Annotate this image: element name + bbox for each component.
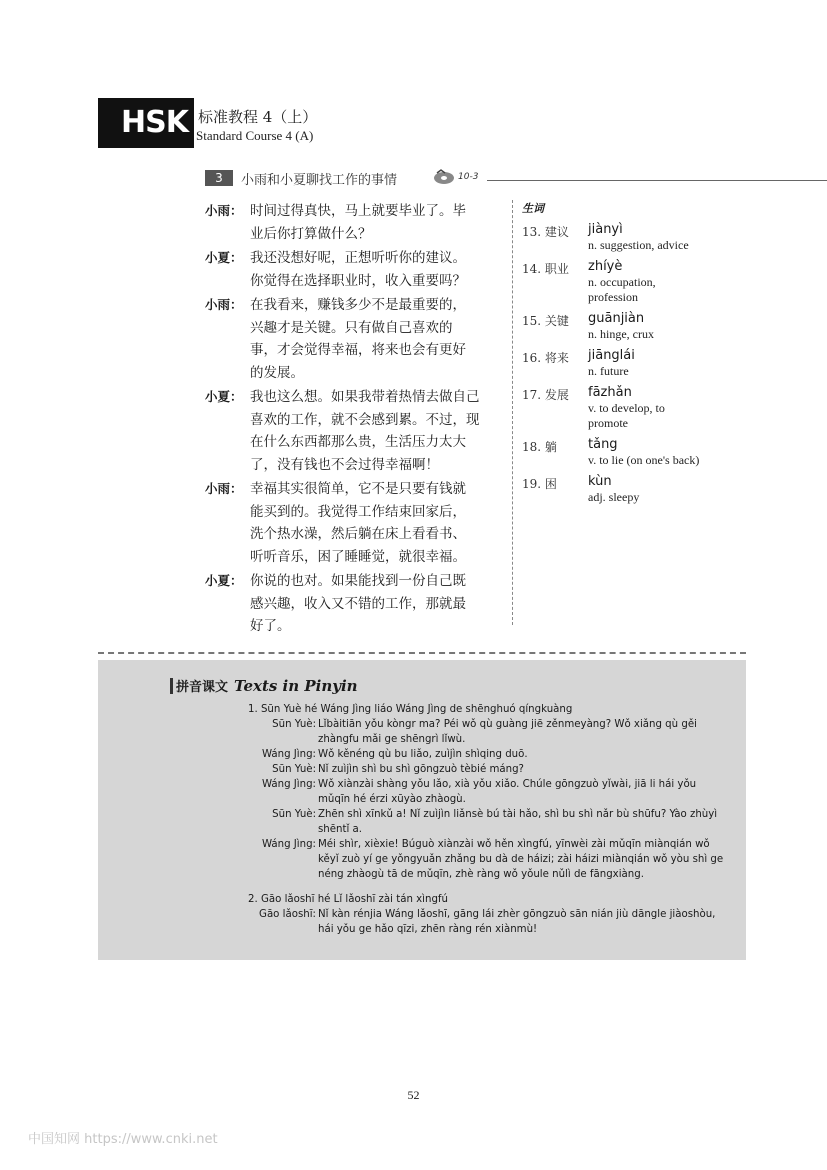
- vocab-definition: profession: [588, 290, 638, 304]
- pinyin-text: kěyǐ zuò yí ge yǒngyuǎn zhǎng bu dà de háizi; zài háizi miànqián wǒ yòu shì ge: [318, 854, 724, 865]
- pinyin-text: néng zhàogù tā de mǔqīn, zhè ràng wǒ yǒule nǔlì de fāngxiàng.: [318, 869, 644, 880]
- dialogue-line: 幸福其实很简单，它不是只要有钱就: [250, 481, 466, 497]
- section-separator: [98, 652, 746, 654]
- dialogue-line: 时间过得真快，马上就要毕业了。毕: [250, 203, 466, 219]
- vocab-list: [522, 200, 742, 511]
- dialogue-line: 洗个热水澡，然后躺在床上看看书、: [250, 526, 466, 542]
- vocab-pinyin: kùn: [588, 474, 612, 489]
- page-number: 52: [407, 1088, 420, 1102]
- dialogue-line: 在我看来，赚钱多少不是最重要的，: [250, 297, 466, 313]
- dialogue-line: 的发展。: [250, 364, 304, 381]
- dialogue-line: 你觉得在选择职业时，收入重要吗？: [250, 272, 466, 289]
- pinyin-line: [248, 907, 743, 922]
- pinyin-speaker: Wáng Jìng:: [261, 749, 316, 760]
- pinyin-speaker: Sūn Yuè:: [272, 764, 316, 775]
- pinyin-line: [248, 777, 743, 792]
- pinyin-text: zhàngfu mǎi ge shēngrì lǐwù.: [318, 734, 466, 745]
- dialogue-line: 兴趣才是关键。只有做自己喜欢的: [250, 319, 453, 336]
- pinyin-text: Wǒ xiànzài shàng yǒu lǎo, xià yǒu xiǎo. Chúle gōngzuò yǐwài, jiā li hái yǒu: [318, 779, 697, 790]
- dialogue-line: 我还没想好呢，正想听听你的建议。: [250, 250, 466, 266]
- vocab-pinyin: jiānglái: [588, 348, 635, 363]
- hsk-logo: HSK: [98, 98, 194, 148]
- pinyin-text: Nǐ kàn rénjia Wáng lǎoshī, gāng lái zhèr gōngzuò sān nián jiù dāngle jiàoshòu,: [318, 909, 716, 920]
- pinyin-line: [248, 867, 743, 882]
- section-bar: [205, 168, 715, 188]
- vocab-heading: 生词: [522, 202, 544, 215]
- dialogue-line: 感兴趣，收入又不错的工作，那就最: [250, 595, 466, 612]
- spacer: [248, 882, 743, 892]
- dialogue-line: 业后你打算做什么？: [250, 225, 372, 242]
- pinyin-body: [248, 702, 743, 937]
- vocab-item: [522, 311, 742, 342]
- speaker-label: 小夏：: [205, 389, 243, 404]
- vocab-pinyin: guānjiàn: [588, 311, 645, 326]
- dialogue-line: 能买到的。我觉得工作结束回家后，: [250, 503, 466, 520]
- pinyin-text: Méi shìr, xièxie! Búguò xiànzài wǒ hěn xìngfú, yīnwèi zài mǔqīn miànqián wǒ: [318, 839, 710, 850]
- vocab-definition: n. occupation,: [588, 275, 656, 289]
- pinyin-heading: [176, 676, 358, 695]
- pinyin-line: [248, 747, 743, 762]
- vocab-definition: v. to lie (on one's back): [588, 453, 700, 467]
- vocab-pinyin: jiànyì: [588, 222, 623, 237]
- dialogue-turn: [205, 478, 505, 568]
- section-number: 3: [205, 170, 233, 186]
- vocab-item: [522, 222, 742, 253]
- vocab-item: [522, 348, 742, 379]
- dialogue-text: [205, 200, 505, 640]
- speaker-label: 小夏：: [205, 573, 243, 588]
- pinyin-heading-en: Texts in Pinyin: [234, 677, 358, 695]
- vocab-definition: n. hinge, crux: [588, 327, 654, 341]
- book-header: [98, 98, 478, 148]
- dialogue-turn: [205, 294, 505, 384]
- vocab-word: 18. 躺: [522, 440, 557, 454]
- pinyin-text: Lǐbàitiān yǒu kòngr ma? Péi wǒ qù guàng jiē zěnmeyàng? Wǒ xiǎng qù gěi: [318, 719, 697, 730]
- pinyin-dialog-title: 1. Sūn Yuè hé Wáng Jìng liáo Wáng Jìng de shēnghuó qíngkuàng: [248, 704, 573, 715]
- pinyin-line: [248, 922, 743, 937]
- pinyin-speaker: Wáng Jìng:: [261, 779, 316, 790]
- vocab-pinyin: tǎng: [588, 437, 618, 452]
- speaker-label: 小雨：: [205, 297, 243, 312]
- pinyin-speaker: Gāo lǎoshī:: [259, 909, 316, 920]
- vocab-item: [522, 437, 742, 468]
- pinyin-text: shēntǐ a.: [318, 824, 363, 835]
- pinyin-text: Wǒ kěnéng qù bu liǎo, zuìjìn shìqing duō.: [318, 749, 528, 760]
- column-divider: [512, 200, 513, 625]
- pinyin-line: [248, 762, 743, 777]
- vocab-word: 15. 关键: [522, 314, 569, 328]
- section-title: 小雨和小夏聊找工作的事情: [241, 173, 398, 188]
- vocab-pinyin: zhíyè: [588, 259, 623, 274]
- pinyin-line: [248, 732, 743, 747]
- heading-bar: [170, 678, 173, 694]
- pinyin-text: Zhēn shì xīnkǔ a! Nǐ zuìjìn liǎnsè bú tài hǎo, shì bu shì nǎr bù shūfu? Yào zhùyì: [318, 809, 718, 820]
- dialogue-line: 好了。: [250, 618, 291, 634]
- dialogue-line: 我也这么想。如果我带着热情去做自己: [250, 389, 480, 405]
- audio-cd-icon[interactable]: [433, 169, 455, 185]
- dialogue-turn: [205, 386, 505, 476]
- dialogue-line: 喜欢的工作，就不会感到累。不过，现: [250, 411, 480, 428]
- vocab-definition: n. suggestion, advice: [588, 238, 689, 252]
- pinyin-text: hái yǒu ge hǎo qīzi, zhēn ràng rén xiànmù!: [318, 924, 538, 935]
- audio-track-number: 10-3: [458, 172, 479, 182]
- speaker-label: 小夏：: [205, 250, 243, 265]
- vocab-definition: v. to develop, to: [588, 401, 665, 415]
- vocab-word: 13. 建议: [522, 225, 569, 239]
- pinyin-line: [248, 852, 743, 867]
- vocab-definition: n. future: [588, 364, 629, 378]
- dialogue-line: 听听音乐，困了睡睡觉，就很幸福。: [250, 548, 466, 565]
- speaker-label: 小雨：: [205, 481, 243, 496]
- pinyin-heading-cn: 拼音课文: [176, 680, 229, 695]
- pinyin-line: [248, 822, 743, 837]
- vocab-item: [522, 385, 742, 431]
- pinyin-speaker: Sūn Yuè:: [272, 719, 316, 730]
- pinyin-dialog-title: 2. Gāo lǎoshī hé Lǐ lǎoshī zài tán xìngfú: [248, 894, 448, 905]
- pinyin-line: [248, 792, 743, 807]
- dialogue-turn: [205, 570, 505, 638]
- vocab-definition: promote: [588, 416, 628, 430]
- vocab-word: 14. 职业: [522, 262, 569, 276]
- pinyin-line: [248, 837, 743, 852]
- pinyin-speaker: Sūn Yuè:: [272, 809, 316, 820]
- vocab-item: [522, 474, 742, 505]
- dialogue-turn: [205, 247, 505, 292]
- vocab-word: 19. 困: [522, 477, 557, 491]
- dialogue-line: 了，没有钱也不会过得幸福啊！: [250, 456, 439, 473]
- dialogue-turn: [205, 200, 505, 245]
- pinyin-text: Nǐ zuìjìn shì bu shì gōngzuò tèbié máng?: [318, 764, 524, 775]
- section-rule: [487, 180, 827, 181]
- vocab-item: [522, 259, 742, 305]
- pinyin-text-panel: [98, 660, 746, 960]
- vocab-pinyin: fāzhǎn: [588, 385, 632, 400]
- pinyin-line: [248, 807, 743, 822]
- pinyin-text: mǔqīn hé érzi xūyào zhàogù.: [318, 794, 466, 805]
- book-title-en: Standard Course 4 (A): [196, 128, 314, 143]
- speaker-label: 小雨：: [205, 203, 243, 218]
- book-title-cn: 标准教程 4（上）: [198, 108, 318, 126]
- pinyin-line: [248, 717, 743, 732]
- vocab-definition: adj. sleepy: [588, 490, 640, 504]
- dialogue-line: 事，才会觉得幸福，将来也会有更好: [250, 342, 466, 358]
- pinyin-speaker: Wáng Jìng:: [261, 839, 316, 850]
- vocab-word: 17. 发展: [522, 388, 569, 402]
- watermark: 中国知网 https://www.cnki.net: [28, 1132, 218, 1147]
- vocab-word: 16. 将来: [522, 351, 569, 365]
- dialogue-line: 你说的也对。如果能找到一份自己既: [250, 573, 466, 589]
- dialogue-line: 在什么东西都那么贵，生活压力太大: [250, 434, 466, 450]
